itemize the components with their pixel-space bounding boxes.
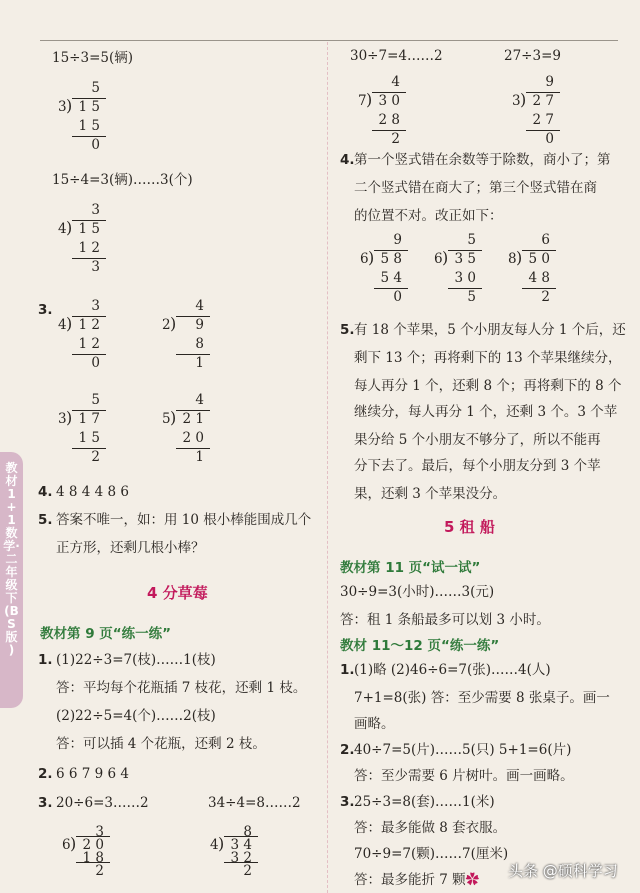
- answer-line: 答：最多能做 8 套衣服。: [354, 820, 507, 836]
- product: 1 2: [78, 336, 100, 352]
- division-bracket-icon: ): [66, 408, 73, 427]
- question-number: 4.: [38, 484, 53, 500]
- dividend: 2 7: [532, 93, 554, 109]
- answer-line: 30÷7=4……2: [350, 48, 443, 64]
- divisor: 6: [62, 837, 71, 853]
- dividend: 1 7: [78, 411, 100, 427]
- answer-text: 答：最多能折 7 颗: [354, 872, 466, 888]
- quotient: 4: [195, 298, 204, 314]
- answer-line: (1)略 (2)46÷6=7(张)……4(人): [354, 662, 551, 678]
- quotient: 8: [243, 824, 252, 840]
- remainder: 2: [95, 863, 104, 879]
- quotient: 4: [391, 74, 400, 90]
- divisor: 4: [210, 837, 219, 853]
- section-title: 4 分草莓: [147, 584, 208, 602]
- answer-line: 40÷7=5(片)……5(只) 5+1=6(片): [354, 742, 572, 758]
- divisor: 5: [162, 411, 171, 427]
- question-number: 3.: [38, 795, 53, 811]
- answer-line: 70÷9=7(颗)……7(厘米): [354, 846, 509, 862]
- quotient: 5: [467, 232, 476, 248]
- divisor: 8: [508, 251, 517, 267]
- watermark: 头条 @硕科学习: [508, 862, 618, 880]
- answer-line: [354, 872, 479, 888]
- divisor: 3: [512, 93, 521, 109]
- column-divider: [327, 42, 328, 893]
- product: 3 0: [454, 270, 476, 286]
- textbook-reference: 教材 11～12 页“练一练”: [340, 638, 500, 654]
- division-bracket-icon: ): [520, 90, 527, 109]
- dividend: 1 5: [78, 99, 100, 115]
- question-number: 1.: [340, 662, 355, 678]
- product: 3 2: [230, 850, 252, 866]
- answer-line: 答：租 1 条船最多可以划 3 小时。: [340, 612, 550, 628]
- divisor: 6: [434, 251, 443, 267]
- answer-line: 有 18 个苹果，5 个小朋友每人分 1 个后，还: [354, 322, 626, 338]
- product: 2 7: [532, 112, 554, 128]
- flower-icon: ✿: [465, 872, 480, 888]
- answer-line: 正方形，还剩几根小棒？: [56, 540, 205, 556]
- dividend: 2 1: [182, 411, 204, 427]
- dividend: 1 5: [78, 221, 100, 237]
- divisor: 2: [162, 317, 171, 333]
- remainder: 2: [91, 449, 100, 465]
- answer-line: 6 6 7 9 6 4: [56, 766, 129, 782]
- divisor: 7: [358, 93, 367, 109]
- division-bracket-icon: ): [70, 834, 77, 853]
- division-bracket-icon: ): [170, 408, 177, 427]
- answer-line: 答：可以插 4 个花瓶，还剩 2 枝。: [56, 736, 266, 752]
- answer-line: 答：平均每个花瓶插 7 枝花，还剩 1 枝。: [56, 680, 307, 696]
- divisor: 3: [58, 99, 67, 115]
- dividend: 3 5: [454, 251, 476, 267]
- quotient: 9: [393, 232, 402, 248]
- answer-line: 果分给 5 个小朋友不够分了，所以不能再: [354, 432, 601, 448]
- question-number: 4.: [340, 152, 355, 168]
- remainder: 1: [195, 449, 204, 465]
- side-tab-label: 教材1+1 数学·二年级下(BS版): [3, 461, 20, 657]
- question-number: 1.: [38, 652, 53, 668]
- product: 8: [195, 336, 204, 352]
- answer-line: 继续分，每人再分 1 个，还剩 3 个。3 个苹: [354, 404, 618, 420]
- division-bracket-icon: ): [66, 96, 73, 115]
- question-number: 5.: [38, 512, 53, 528]
- division-bracket-icon: ): [218, 834, 225, 853]
- answer-line: 剩下 13 个；再将剩下的 13 个苹果继续分，: [354, 350, 622, 366]
- answer-line: 15÷3=5(辆): [52, 50, 134, 66]
- side-tab: [0, 452, 23, 708]
- remainder: 2: [243, 863, 252, 879]
- product: 4 8: [528, 270, 550, 286]
- quotient: 5: [91, 392, 100, 408]
- product: 1 5: [78, 430, 100, 446]
- remainder: 0: [91, 355, 100, 371]
- answer-line: 的位置不对。改正如下：: [354, 208, 503, 224]
- dividend: 3 0: [378, 93, 400, 109]
- quotient: 3: [91, 202, 100, 218]
- answer-line: 20÷6=3……2: [56, 795, 149, 811]
- question-number: 5.: [340, 322, 355, 338]
- dividend: 5 0: [528, 251, 550, 267]
- product: 2 0: [182, 430, 204, 446]
- answer-line: 15÷4=3(辆)……3(个): [52, 172, 193, 188]
- quotient: 4: [195, 392, 204, 408]
- question-number: 2.: [38, 766, 53, 782]
- answer-line: 每人再分 1 个，还剩 8 个；再将剩下的 8 个: [354, 378, 622, 394]
- answer-line: 4 8 4 4 8 6: [56, 484, 129, 500]
- remainder: 3: [91, 259, 100, 275]
- divisor: 6: [360, 251, 369, 267]
- answer-line: 答案不唯一，如：用 10 根小棒能围成几个: [56, 512, 312, 528]
- divisor: 4: [58, 317, 67, 333]
- answer-line: 果，还剩 3 个苹果没分。: [354, 486, 507, 502]
- remainder: 0: [91, 137, 100, 153]
- division-bracket-icon: ): [442, 248, 449, 267]
- answer-line: 27÷3=9: [504, 48, 561, 64]
- dividend: 2 0: [82, 837, 104, 853]
- remainder: 2: [391, 131, 400, 147]
- answer-line: 34÷4=8……2: [208, 795, 301, 811]
- top-rule: [40, 40, 618, 41]
- answer-line: 画略。: [354, 716, 395, 732]
- remainder: 1: [195, 355, 204, 371]
- answer-line: 二个竖式错在商大了；第三个竖式错在商: [354, 180, 597, 196]
- product: 1 8: [82, 850, 104, 866]
- quotient: 6: [541, 232, 550, 248]
- remainder: 5: [467, 289, 476, 305]
- division-bracket-icon: ): [366, 90, 373, 109]
- quotient: 9: [545, 74, 554, 90]
- answer-line: 第一个竖式错在余数等于除数，商小了；第: [354, 152, 611, 168]
- answer-line: 答：至少需要 6 片树叶。画一画略。: [354, 768, 574, 784]
- remainder: 2: [541, 289, 550, 305]
- answer-line: 30÷9=3(小时)……3(元): [340, 584, 495, 600]
- answer-line: (2)22÷5=4(个)……2(枝): [56, 708, 216, 724]
- divisor: 4: [58, 221, 67, 237]
- textbook-reference: 教材第 11 页“试一试”: [340, 560, 481, 576]
- section-title: 5 租 船: [444, 518, 495, 536]
- answer-line: (1)22÷3=7(枝)……1(枝): [56, 652, 216, 668]
- division-bracket-icon: ): [516, 248, 523, 267]
- dividend: 5 8: [380, 251, 402, 267]
- product: 2 8: [378, 112, 400, 128]
- product: 5 4: [380, 270, 402, 286]
- division-bracket-icon: ): [170, 314, 177, 333]
- dividend: 1 2: [78, 317, 100, 333]
- division-bracket-icon: ): [368, 248, 375, 267]
- textbook-reference: 教材第 9 页“练一练”: [40, 626, 172, 642]
- division-bracket-icon: ): [66, 218, 73, 237]
- dividend: 9: [195, 317, 204, 333]
- divisor: 3: [58, 411, 67, 427]
- question-number: 3.: [38, 302, 53, 318]
- division-bracket-icon: ): [66, 314, 73, 333]
- question-number: 2.: [340, 742, 355, 758]
- answer-line: 25÷3=8(套)……1(米): [354, 794, 495, 810]
- product: 1 5: [78, 118, 100, 134]
- question-number: 3.: [340, 794, 355, 810]
- dividend: 3 4: [230, 837, 252, 853]
- answer-line: 分下去了。最后，每个小朋友分到 3 个苹: [354, 458, 601, 474]
- remainder: 0: [545, 131, 554, 147]
- answer-line: 7+1=8(张) 答：至少需要 8 张桌子。画一: [354, 690, 610, 706]
- quotient: 3: [95, 824, 104, 840]
- quotient: 5: [91, 80, 100, 96]
- remainder: 0: [393, 289, 402, 305]
- quotient: 3: [91, 298, 100, 314]
- product: 1 2: [78, 240, 100, 256]
